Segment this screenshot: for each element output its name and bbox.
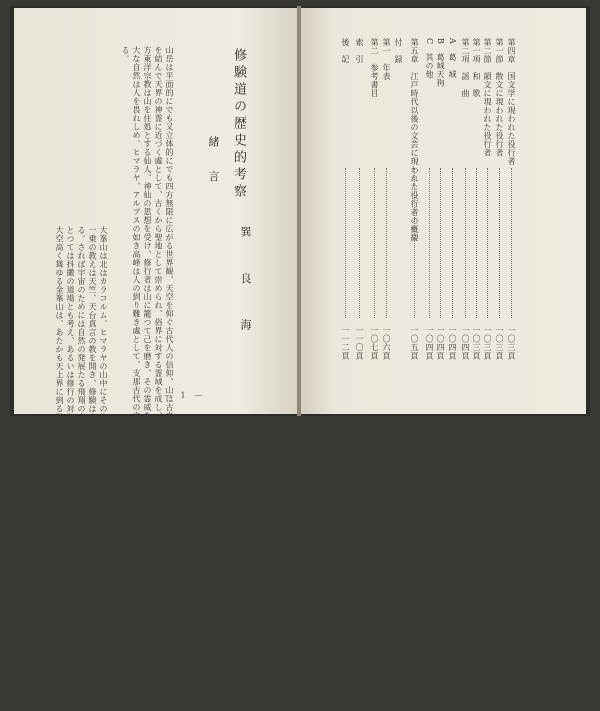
toc-entry-page: 一〇五頁 <box>410 326 419 360</box>
toc-entry-label: 第四章 国文学に現われた役行者 <box>507 38 516 166</box>
toc-leader-dots <box>476 168 477 318</box>
toc-entry-label: 第五章 江戸時代以後の文芸に現われた役行者の概観 <box>410 38 419 242</box>
toc-entry-label: 付 録 <box>394 38 403 64</box>
toc-leader-dots <box>440 168 441 318</box>
toc-entry-label: 第一 年表 <box>382 38 391 81</box>
toc-entry-page: 一〇四頁 <box>448 326 457 360</box>
toc-leader-dots <box>511 168 512 318</box>
preface-heading: 緒 言 <box>207 136 220 192</box>
body-column: を結んで天界の神霊に近づく處として、古くから聖地として崇められ、俗界に対する霊域を成し、俗者の入山を戒めた <box>154 46 163 497</box>
toc-entry-page: 一〇四頁 <box>461 326 470 360</box>
toc-entry-page: 一一〇頁 <box>355 326 364 360</box>
toc-entry-label: 第二節 韻文に現われた役行者 <box>483 38 492 157</box>
author-name: 巽 良 海 <box>239 226 252 346</box>
toc-entry-label: 第二 参考書目 <box>370 38 379 98</box>
body-column: 一乗の教えは天竺、天台真言の教を開き、修験は山林抖擻の行として、実に山は人類の為に尽くさるべき天地である、 <box>88 226 97 677</box>
toc-leader-dots <box>374 168 375 318</box>
toc-entry-label: A 葛 城 <box>448 38 457 79</box>
body-column: る。 <box>121 46 130 63</box>
toc-leader-dots <box>359 168 360 318</box>
body-column: る。されば宇宙のためには自然の発展たる飛翔の宝庫とも、神霊の住み家ともなる山岳を尊崇するは、自然の理である <box>77 226 86 677</box>
toc-leader-dots <box>386 168 387 318</box>
body-column: とつては抖擻の道場とも考え、あるいは修行の対象とも、日本人にとっては高く仰がるる霊峰であった、しかも眼下の大天井、 <box>66 226 75 711</box>
body-column: 大な自然は人を畏れしめ、ヒマラヤ、アルプスの如き高峰は人の到り難き處として、支那古代の文化を育める霊山、 <box>132 46 141 488</box>
toc-entry-label: B 葛城天狗 <box>436 38 445 87</box>
body-column: 山岳は平面的にでも又立体的にでも四方無限に広がる世界観、天空を仰ぐ古代人の信仰、山は古来から地上の衆生を <box>165 46 174 488</box>
toc-entry-label: 第一項 和 歌 <box>472 38 481 98</box>
open-book <box>10 6 590 711</box>
left-page <box>14 8 298 711</box>
toc-entry-label: 索 引 <box>355 38 364 64</box>
body-column: 方東洋宗教は山を住処とする仙人、神仙の思想を受け、修行者は山に籠つて己を磨き、その霊威を得んとした <box>143 46 152 463</box>
toc-leader-dots <box>452 168 453 318</box>
essay-title: 修験道の歴史的考察 <box>231 48 246 201</box>
toc-leader-dots <box>499 168 500 318</box>
toc-entry-page: 一〇六頁 <box>382 326 391 360</box>
body-column: 大峯山は北はカラコルム、ヒマラヤの山中にその修行の道場を求めて、仏教を開創し、修験道の開祖役小角は、金峯山 <box>99 226 108 677</box>
right-page <box>301 8 586 414</box>
toc-entry-page: 一〇四頁 <box>436 326 445 360</box>
toc-leader-dots <box>429 168 430 318</box>
toc-entry-page: 一一二頁 <box>341 326 350 360</box>
page-number: — 1 — <box>164 391 206 400</box>
toc-entry-page: 一〇三頁 <box>483 326 492 360</box>
toc-entry-page: 一〇七頁 <box>370 326 379 360</box>
toc-entry-page: 一〇三頁 <box>472 326 481 360</box>
body-column: 大空高く聳ゆる金峯山は、あたかも天上界に到る階梯の如く、仙人の棲家とも見え、山伏の峯入は、小笠原等の <box>55 226 64 651</box>
toc-entry-page: 一〇四頁 <box>425 326 434 360</box>
toc-leader-dots <box>345 168 346 318</box>
toc-entry-label: 後 記 <box>341 38 350 64</box>
toc-entry-label: C 其の他 <box>425 38 434 79</box>
toc-entry-label: 第一節 散文に現われた役行者 <box>495 38 504 157</box>
toc-entry-page: 一〇三頁 <box>507 326 516 360</box>
toc-entry-label: 第二項 謡 曲 <box>461 38 470 98</box>
toc-leader-dots <box>465 168 466 318</box>
toc-leader-dots <box>487 168 488 318</box>
toc-leader-dots <box>414 168 415 318</box>
toc-entry-page: 一〇三頁 <box>495 326 504 360</box>
